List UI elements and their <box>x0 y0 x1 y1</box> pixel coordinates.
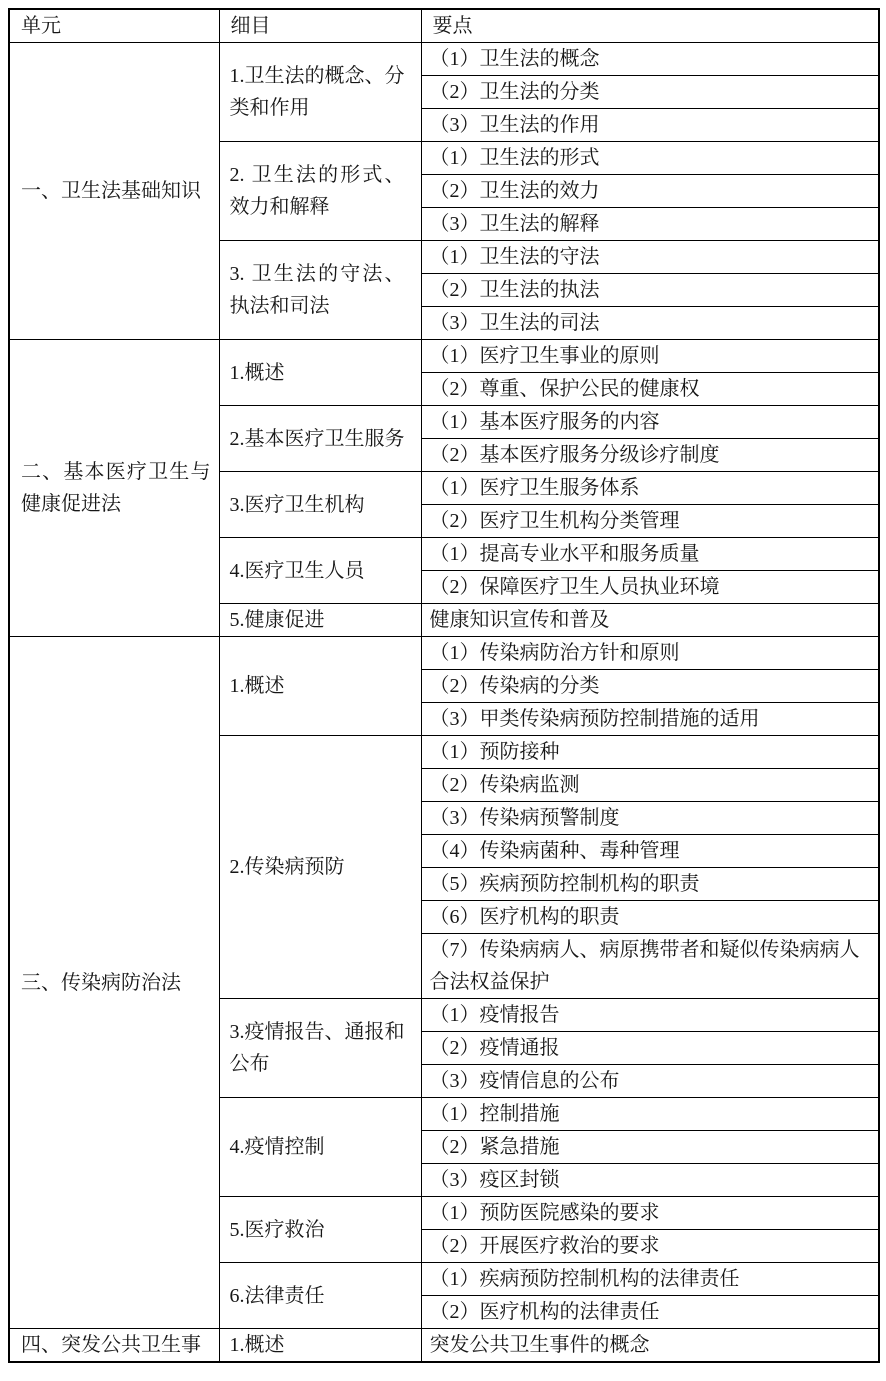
unit-cell: 一、卫生法基础知识 <box>9 43 219 340</box>
point-cell: 突发公共卫生事件的概念 <box>421 1329 879 1363</box>
column-header-detail: 细目 <box>219 9 421 43</box>
point-cell: （1）预防接种 <box>421 736 879 769</box>
point-cell: （1）预防医院感染的要求 <box>421 1197 879 1230</box>
point-cell: （5）疾病预防控制机构的职责 <box>421 868 879 901</box>
detail-cell: 1.概述 <box>219 1329 421 1363</box>
point-cell: （1）卫生法的形式 <box>421 142 879 175</box>
point-cell: （2）基本医疗服务分级诊疗制度 <box>421 439 879 472</box>
syllabus-table <box>8 8 880 1363</box>
point-cell: （2）卫生法的效力 <box>421 175 879 208</box>
point-cell: （2）紧急措施 <box>421 1131 879 1164</box>
column-header-points: 要点 <box>421 9 879 43</box>
point-cell: （3）传染病预警制度 <box>421 802 879 835</box>
detail-cell: 3.疫情报告、通报和公布 <box>219 999 421 1098</box>
point-cell: （3）卫生法的作用 <box>421 109 879 142</box>
detail-cell: 5.健康促进 <box>219 604 421 637</box>
table-row <box>9 637 879 670</box>
header-row <box>9 9 879 43</box>
table-row <box>9 43 879 76</box>
point-cell: （1）提高专业水平和服务质量 <box>421 538 879 571</box>
point-cell: （6）医疗机构的职责 <box>421 901 879 934</box>
point-cell: （2）医疗机构的法律责任 <box>421 1296 879 1329</box>
point-cell: （2）卫生法的执法 <box>421 274 879 307</box>
detail-cell: 2.传染病预防 <box>219 736 421 999</box>
point-cell: （7）传染病病人、病原携带者和疑似传染病病人合法权益保护 <box>421 934 879 999</box>
detail-cell: 4.疫情控制 <box>219 1098 421 1197</box>
detail-cell: 3.医疗卫生机构 <box>219 472 421 538</box>
table-row <box>9 340 879 373</box>
point-cell: （1）卫生法的守法 <box>421 241 879 274</box>
unit-cell: 三、传染病防治法 <box>9 637 219 1329</box>
point-cell: （1）疫情报告 <box>421 999 879 1032</box>
point-cell: （1）基本医疗服务的内容 <box>421 406 879 439</box>
point-cell: （2）医疗卫生机构分类管理 <box>421 505 879 538</box>
point-cell: （1）疾病预防控制机构的法律责任 <box>421 1263 879 1296</box>
detail-cell: 2.基本医疗卫生服务 <box>219 406 421 472</box>
unit-cell: 二、基本医疗卫生与健康促进法 <box>9 340 219 637</box>
column-header-unit: 单元 <box>9 9 219 43</box>
point-cell: （3）疫情信息的公布 <box>421 1065 879 1098</box>
point-cell: （3）甲类传染病预防控制措施的适用 <box>421 703 879 736</box>
point-cell: （2）疫情通报 <box>421 1032 879 1065</box>
point-cell: （1）控制措施 <box>421 1098 879 1131</box>
point-cell: 健康知识宣传和普及 <box>421 604 879 637</box>
point-cell: （3）卫生法的司法 <box>421 307 879 340</box>
detail-cell: 1.卫生法的概念、分类和作用 <box>219 43 421 142</box>
detail-cell: 3. 卫生法的守法、执法和司法 <box>219 241 421 340</box>
point-cell: （2）保障医疗卫生人员执业环境 <box>421 571 879 604</box>
unit-cell: 四、突发公共卫生事 <box>9 1329 219 1363</box>
detail-cell: 2. 卫生法的形式、效力和解释 <box>219 142 421 241</box>
detail-cell: 4.医疗卫生人员 <box>219 538 421 604</box>
table-row <box>9 1329 879 1363</box>
point-cell: （2）传染病监测 <box>421 769 879 802</box>
point-cell: （2）开展医疗救治的要求 <box>421 1230 879 1263</box>
point-cell: （3）卫生法的解释 <box>421 208 879 241</box>
detail-cell: 1.概述 <box>219 340 421 406</box>
point-cell: （2）卫生法的分类 <box>421 76 879 109</box>
detail-cell: 1.概述 <box>219 637 421 736</box>
point-cell: （4）传染病菌种、毒种管理 <box>421 835 879 868</box>
detail-cell: 6.法律责任 <box>219 1263 421 1329</box>
point-cell: （1）传染病防治方针和原则 <box>421 637 879 670</box>
point-cell: （1）卫生法的概念 <box>421 43 879 76</box>
detail-cell: 5.医疗救治 <box>219 1197 421 1263</box>
point-cell: （2）尊重、保护公民的健康权 <box>421 373 879 406</box>
point-cell: （1）医疗卫生服务体系 <box>421 472 879 505</box>
point-cell: （2）传染病的分类 <box>421 670 879 703</box>
point-cell: （1）医疗卫生事业的原则 <box>421 340 879 373</box>
point-cell: （3）疫区封锁 <box>421 1164 879 1197</box>
